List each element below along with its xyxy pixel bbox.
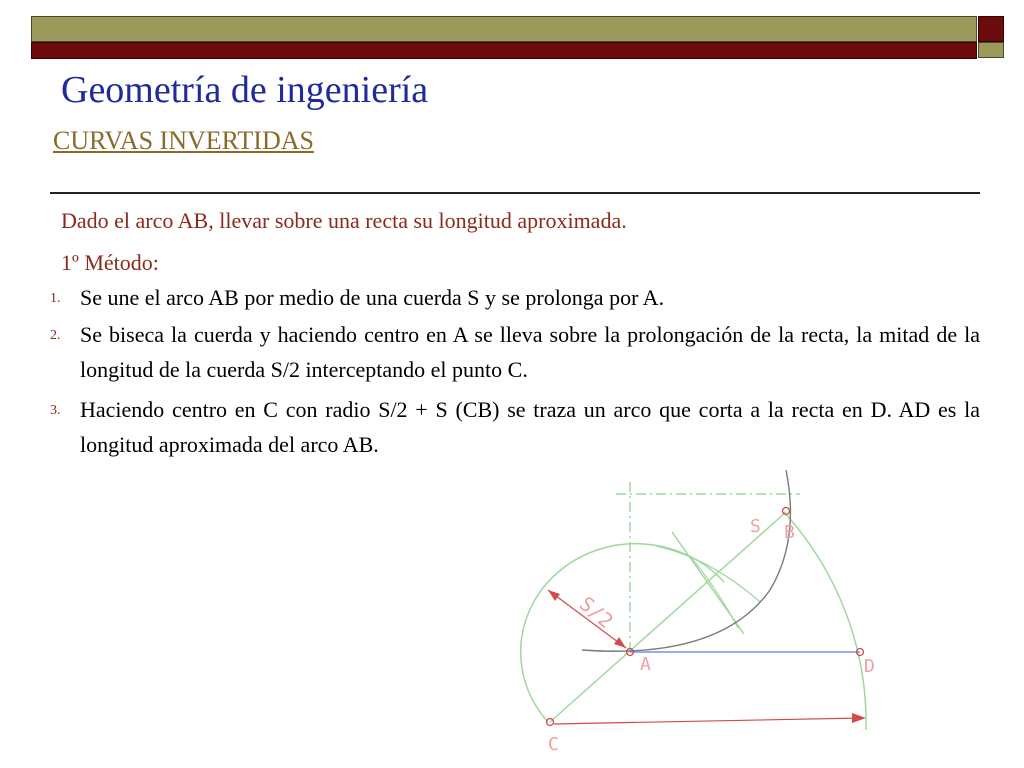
bottom-dimension-line [554,718,862,724]
decor-corner-maroon [978,16,1004,42]
step-number: 3. [50,403,61,418]
method-heading: 1º Método: [61,250,159,275]
intro-text: Dado el arco AB, llevar sobre una recta su longitud aproximada. [61,208,627,233]
step-text: Se une el arco AB por medio de una cuerda S y se prolonga por A. [80,285,665,310]
label-a: A [640,654,651,675]
given-arc-ab [582,470,790,651]
label-c: C [548,734,559,755]
bottom-arrowhead [852,713,866,723]
dimension-arrowhead-1 [548,590,560,601]
decor-bar [31,16,977,60]
construction-figure [0,460,1024,768]
step-text: Haciendo centro en C con radio S/2 + S (CB) se traza un arco que corta a la recta en D. AD es la longitud aproximada del arco AB. [80,397,980,457]
half-chord-circle [521,544,724,722]
label-s: S [750,516,761,537]
bisector-arc-1 [656,546,760,602]
label-b: B [784,522,795,543]
slide-title: Geometría de ingeniería [61,69,429,111]
label-d: D [864,656,875,677]
step-text: Se biseca la cuerda y haciendo centro en A se lleva sobre la prolongación de la recta, la mitad de la longitud de la cuerda S/2 interceptando el punto C. [80,322,980,382]
steps-list [50,280,980,467]
step-number: 1. [50,291,61,306]
slide-subtitle: CURVAS INVERTIDAS [53,126,314,155]
decor-bar-maroon [31,42,977,59]
divider-rule [50,192,980,194]
step-number: 2. [50,328,61,343]
step-item [50,317,980,387]
decor-corner-olive [978,42,1004,58]
decor-bar-olive [31,16,977,42]
step-item [50,392,980,462]
step-item [50,280,980,315]
arc-c-to-d [784,512,866,730]
label-s-half: S/2 [574,591,618,634]
dimension-arrowhead-2 [614,637,626,648]
